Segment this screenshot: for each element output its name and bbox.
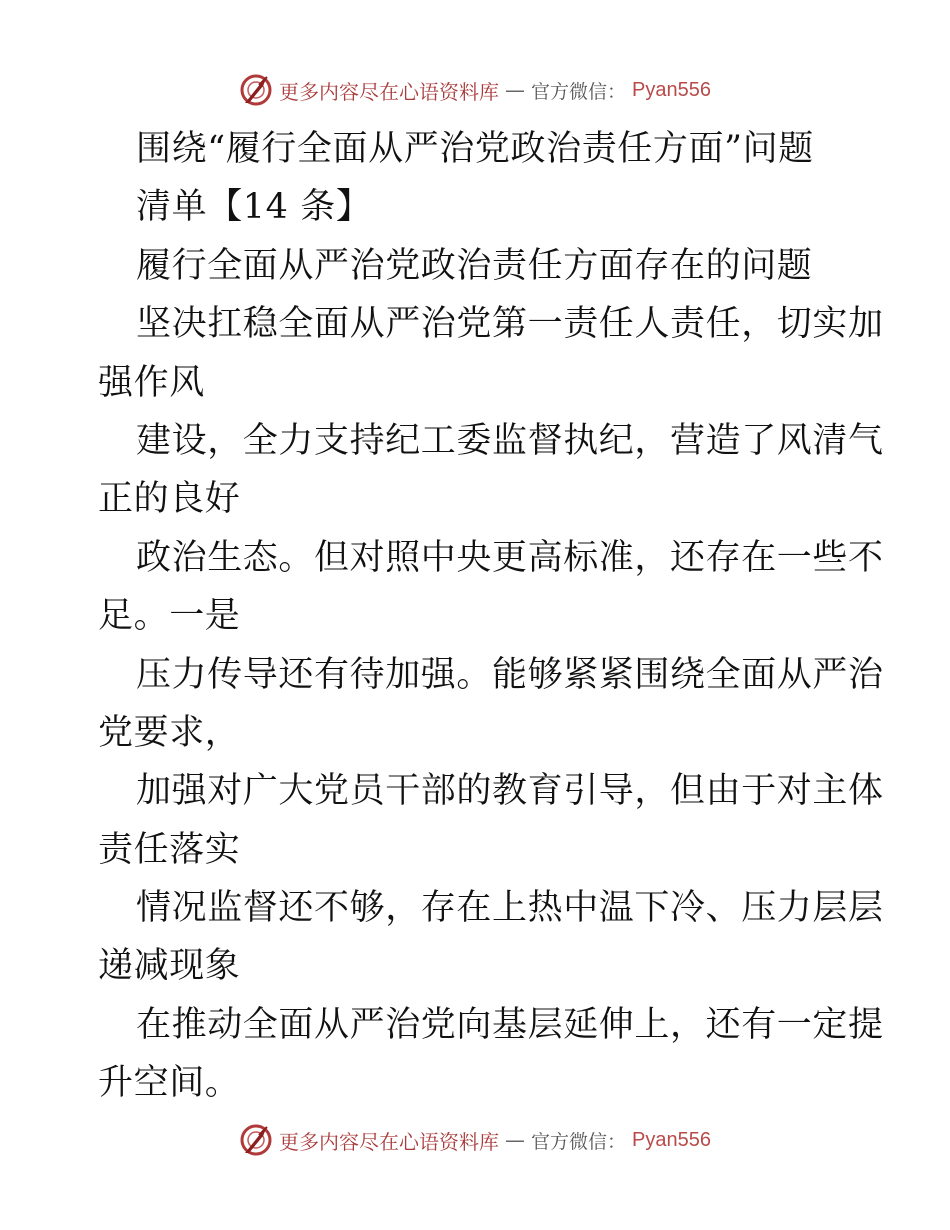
watermark-dash: — — [505, 1128, 525, 1152]
footer-watermark — [0, 1120, 950, 1160]
doc-title-line-1: 围绕“履行全面从严治党政治责任方面”问题 — [136, 129, 814, 169]
paragraph-line: 坚决扛稳全面从严治党第一责任人责任，切实加 — [136, 304, 884, 345]
watermark-text: 更多内容尽在心语资料库 — [279, 1129, 499, 1154]
watermark-handle: Pyan556 — [632, 78, 711, 101]
watermark-handle: Pyan556 — [632, 1128, 711, 1151]
section-heading: 履行全面从严治党政治责任方面存在的问题 — [136, 245, 813, 286]
document-body — [98, 120, 884, 1113]
paragraph-line: 正的良好 — [98, 479, 241, 520]
watermark-label: 官方微信： — [531, 80, 627, 103]
header-watermark — [0, 70, 950, 110]
watermark-label: 官方微信： — [531, 1130, 627, 1153]
quill-logo-icon — [239, 73, 273, 107]
doc-title-line-2: 清单【14 条】 — [136, 187, 372, 228]
paragraph-line: 责任落实 — [98, 829, 241, 870]
quill-logo-icon — [239, 1123, 273, 1157]
paragraph-line: 加强对广大党员干部的教育引导，但由于对主体 — [136, 771, 884, 812]
watermark-dash: — — [505, 78, 525, 102]
paragraph-line: 在推动全面从严治党向基层延伸上，还有一定提 — [136, 1004, 884, 1045]
paragraph-line: 足。一是 — [98, 596, 241, 637]
paragraph-line: 情况监督还不够，存在上热中温下冷、压力层层 — [136, 888, 884, 929]
paragraph-line: 压力传导还有待加强。能够紧紧围绕全面从严治 — [136, 654, 884, 695]
paragraph-line: 政治生态。但对照中央更高标准，还存在一些不 — [136, 537, 884, 578]
paragraph-line: 建设，全力支持纪工委监督执纪，营造了风清气 — [136, 420, 884, 461]
paragraph-line: 递减现象 — [98, 946, 241, 987]
paragraph-line: 强作风 — [98, 362, 205, 403]
watermark-text: 更多内容尽在心语资料库 — [279, 79, 499, 104]
paragraph-line: 党要求， — [98, 712, 241, 753]
paragraph-line: 升空间。 — [98, 1063, 241, 1104]
